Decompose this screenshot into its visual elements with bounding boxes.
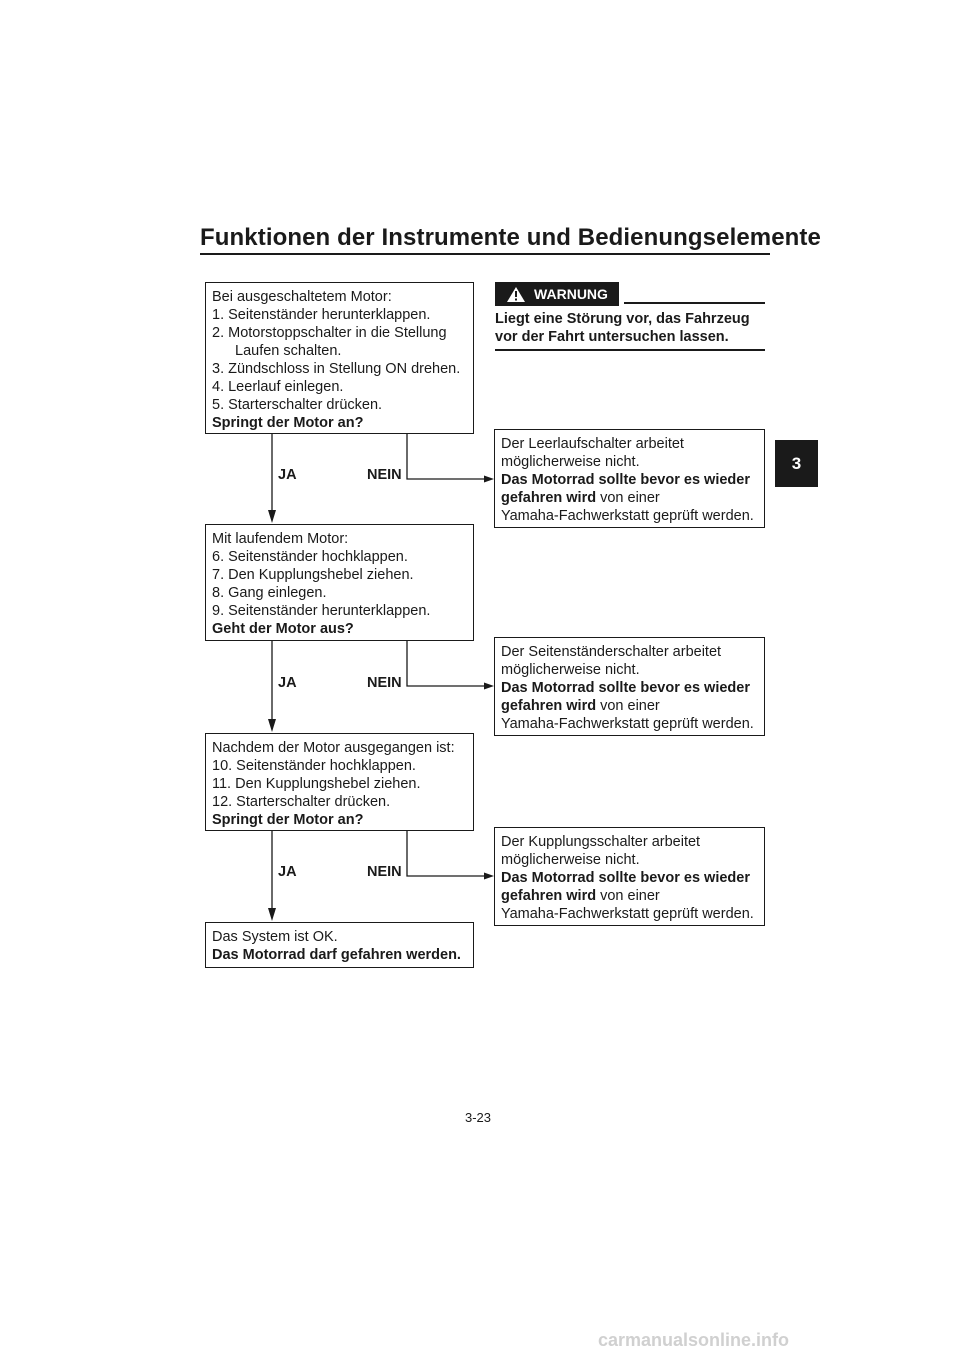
no-arrow-2 xyxy=(407,641,487,686)
step-question: Das Motorrad darf gefahren werden. xyxy=(212,947,461,963)
fault-tail: von einer xyxy=(596,490,660,506)
no-arrowhead-2 xyxy=(484,683,494,690)
step-item: 3. Zündschloss in Stellung ON drehen. xyxy=(212,361,461,377)
fault-line: möglicherweise nicht. xyxy=(501,662,640,678)
yes-label: JA xyxy=(278,864,297,880)
fault-bold: Das Motorrad sollte bevor es wieder xyxy=(501,680,750,696)
step-question: Springt der Motor an? xyxy=(212,812,364,828)
warning-label: WARNUNG xyxy=(534,286,608,302)
step-item: 6. Seitenständer hochklappen. xyxy=(212,549,408,565)
page-title: Funktionen der Instrumente und Bedienungselemente xyxy=(200,224,821,251)
step-question: Geht der Motor aus? xyxy=(212,621,354,637)
step-item: 5. Starterschalter drücken. xyxy=(212,397,383,413)
fault-line: Yamaha-Fachwerkstatt geprüft werden. xyxy=(501,716,754,732)
yes-label: JA xyxy=(278,675,297,691)
step-item: 10. Seitenständer hochklappen. xyxy=(212,758,416,774)
step-intro: Bei ausgeschaltetem Motor: xyxy=(212,289,392,305)
step-item: 12. Starterschalter drücken. xyxy=(212,794,391,810)
yes-arrowhead-3 xyxy=(268,908,276,921)
step-item: 9. Seitenständer herunterklappen. xyxy=(212,603,431,619)
watermark: carmanualsonline.info xyxy=(598,1330,790,1350)
step-item: 7. Den Kupplungshebel ziehen. xyxy=(212,567,414,583)
no-arrow-3 xyxy=(407,831,487,876)
step-item: 2. Motorstoppschalter in die Stellung xyxy=(212,325,447,341)
fault-bold: gefahren wird xyxy=(501,888,597,904)
no-arrowhead-1 xyxy=(484,476,494,483)
fault-line: Der Leerlaufschalter arbeitet xyxy=(501,436,684,452)
step-intro: Nachdem der Motor ausgegangen ist: xyxy=(212,740,455,756)
step-item: 8. Gang einlegen. xyxy=(212,585,327,601)
step-intro: Das System ist OK. xyxy=(212,929,338,945)
yes-arrowhead-2 xyxy=(268,719,276,732)
no-arrow-1 xyxy=(407,434,487,479)
chapter-tab: 3 xyxy=(775,440,818,487)
step-item: 11. Den Kupplungshebel ziehen. xyxy=(212,776,421,792)
warning-line: Liegt eine Störung vor, das Fahrzeug xyxy=(495,311,750,327)
fault-tail: von einer xyxy=(596,698,660,714)
step-intro: Mit laufendem Motor: xyxy=(212,531,349,547)
step-question: Springt der Motor an? xyxy=(212,415,364,431)
fault-line: Yamaha-Fachwerkstatt geprüft werden. xyxy=(501,906,754,922)
fault-bold: Das Motorrad sollte bevor es wieder xyxy=(501,472,750,488)
fault-bold: gefahren wird xyxy=(501,698,597,714)
no-label: NEIN xyxy=(367,675,402,691)
fault-line: Der Kupplungsschalter arbeitet xyxy=(501,834,701,850)
fault-bold: Das Motorrad sollte bevor es wieder xyxy=(501,870,750,886)
step-item: 1. Seitenständer herunterklappen. xyxy=(212,307,431,323)
yes-arrowhead-1 xyxy=(268,510,276,523)
page-number: 3-23 xyxy=(465,1110,492,1125)
fault-line: Der Seitenständerschalter arbeitet xyxy=(501,644,722,660)
step-item: 4. Leerlauf einlegen. xyxy=(212,379,344,395)
no-label: NEIN xyxy=(367,864,402,880)
fault-line: möglicherweise nicht. xyxy=(501,852,640,868)
no-label: NEIN xyxy=(367,467,402,483)
yes-label: JA xyxy=(278,467,297,483)
warning-line: vor der Fahrt untersuchen lassen. xyxy=(495,329,729,345)
no-arrowhead-3 xyxy=(484,873,494,880)
step-item: Laufen schalten. xyxy=(235,343,342,359)
fault-line: möglicherweise nicht. xyxy=(501,454,640,470)
fault-line: Yamaha-Fachwerkstatt geprüft werden. xyxy=(501,508,754,524)
fault-tail: von einer xyxy=(596,888,660,904)
fault-bold: gefahren wird xyxy=(501,490,597,506)
